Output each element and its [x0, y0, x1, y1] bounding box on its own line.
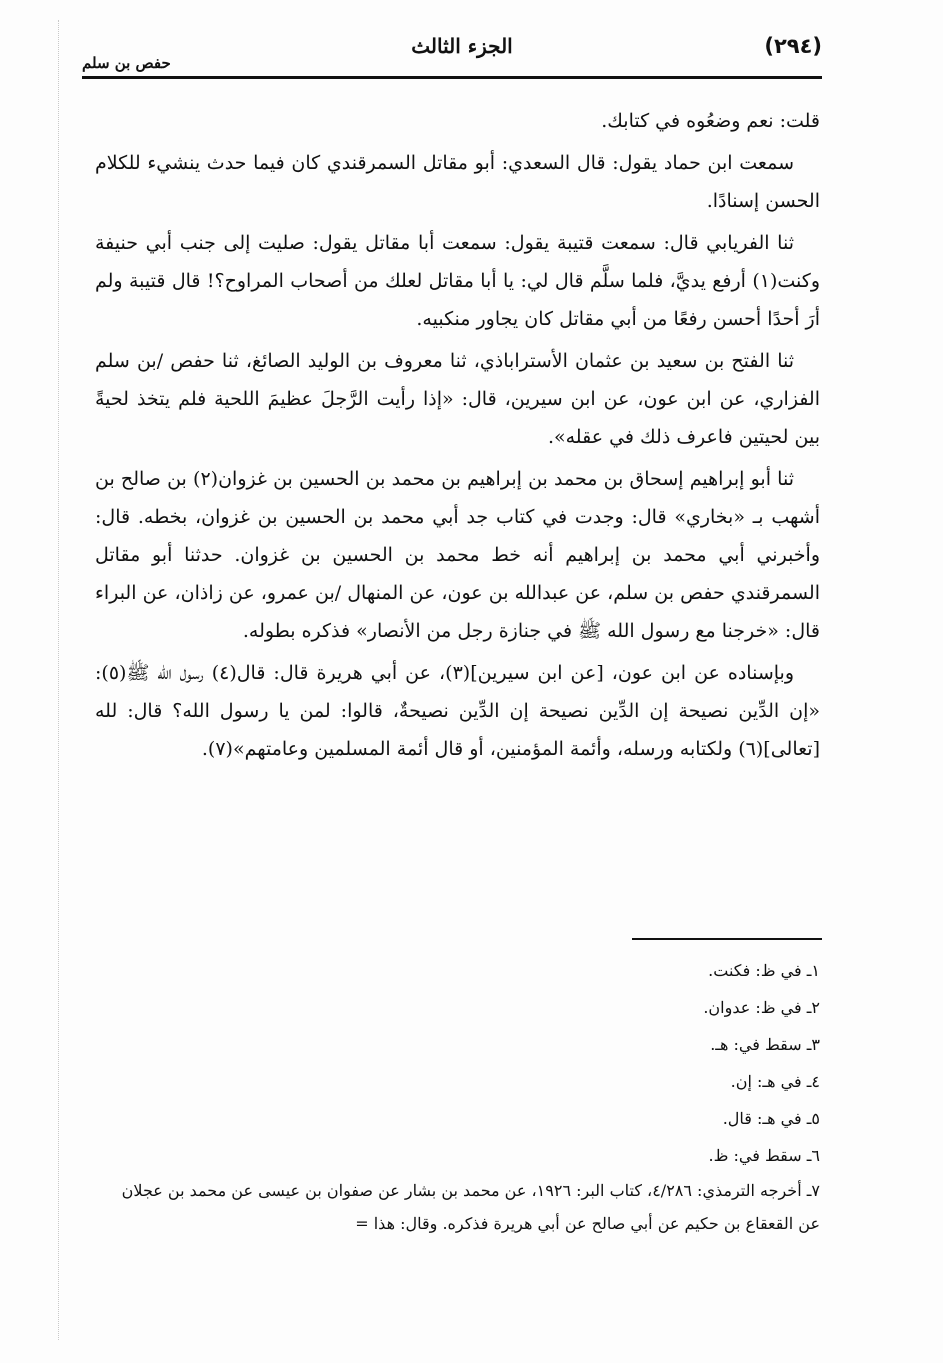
main-text [95, 102, 820, 772]
paragraph-1: قلت: نعم وضعُوه في كتابك. [601, 110, 820, 132]
paragraph-6: وبإسناده عن ابن عون، [عن ابن سيرين](٣)، عن أبي هريرة قال: قال(٤) رسول الله ﷺ(٥): «إن الدِّين نصيحة إن الدِّين نصيحة إن الدِّين نصيحةٌ، قالوا: لمن يا رسول الله؟ قال: لله [تعالى](٦) ولكتابه ورسله، وأئمة المؤمنين، أو قال أئمة المسلمين وعامتهم»(٧). [95, 662, 820, 760]
paragraph-2: سمعت ابن حماد يقول: قال السعدي: أبو مقاتل السمرقندي كان فيما حدث ينشيء للكلام الحسن إسنادًا. [95, 152, 820, 212]
footnote-3: ٣ـ سقط في: هـ. [710, 1035, 820, 1054]
paragraph-4: ثنا الفتح بن سعيد بن عثمان الأستراباذي، ثنا معروف بن الوليد الصائغ، ثنا حفص /بن سلم الفزاري، عن ابن عون، عن ابن سيرين، قال: «إذا رأيت الرَّجلَ عظيمَ اللحية فلم يتخذ لحيةً بين لحيتين فاعرف ذلك في عقله». [95, 350, 820, 448]
footnote-6: ٦ـ سقط في: ظ. [708, 1146, 820, 1165]
header-rule [82, 76, 822, 79]
footnote-1: ١ـ في ظ: فكنت. [708, 961, 820, 980]
page-number: (٢٩٤) [764, 34, 822, 58]
paragraph-3: ثنا الفريابي قال: سمعت قتيبة يقول: سمعت أبا مقاتل يقول: صليت إلى جنب أبي حنيفة وكنت(١) أرفع يديَّ، فلما سلَّم قال لي: يا أبا مقاتل لعلك من أصحاب المراوح؟! قال قتيبة ولم أرَ أحدًا أحسن رفعًا من أبي مقاتل كان يجاور منكبيه. [95, 232, 820, 330]
footnote-2: ٢ـ في ظ: عدوان. [703, 998, 820, 1017]
footnote-5: ٥ـ في هـ: قال. [722, 1109, 820, 1128]
footnote-separator [632, 938, 822, 940]
footnote-7: ٧ـ أخرجه الترمذي: ٤/٢٨٦، كتاب البر: ١٩٢٦، عن محمد بن بشار عن صفوان بن عيسى عن محمد بن عجلان عن القعقاع بن حكيم عن أبي صالح عن أبي هريرة فذكره. وقال: هذا = [121, 1181, 820, 1233]
page-header [82, 34, 822, 74]
footnotes [95, 952, 820, 1240]
running-topic: حفص بن سلم [82, 54, 171, 72]
paragraph-5: ثنا أبو إبراهيم إسحاق بن محمد بن إبراهيم بن محمد بن الحسين بن غزوان(٢) بن صالح بن أشهب بـ «بخاري» قال: وجدت في كتاب جد أبي محمد بن الحسين بن غزوان، بخطه. قال: وأخبرني أبي محمد بن إبراهيم أنه خط محمد بن الحسين بن غزوان. حدثنا أبو مقاتل السمرقندي حفص بن سلم، عن عبدالله بن عون، عن المنهال /بن عمرو، عن زاذان، عن البراء قال: «خرجنا مع رسول الله ﷺ في جنازة رجل من الأنصار» فذكره بطوله. [95, 468, 820, 642]
footnote-4: ٤ـ في هـ: إن. [730, 1072, 820, 1091]
volume-title: الجزء الثالث [411, 34, 513, 58]
scan-margin-dots [58, 20, 59, 1340]
